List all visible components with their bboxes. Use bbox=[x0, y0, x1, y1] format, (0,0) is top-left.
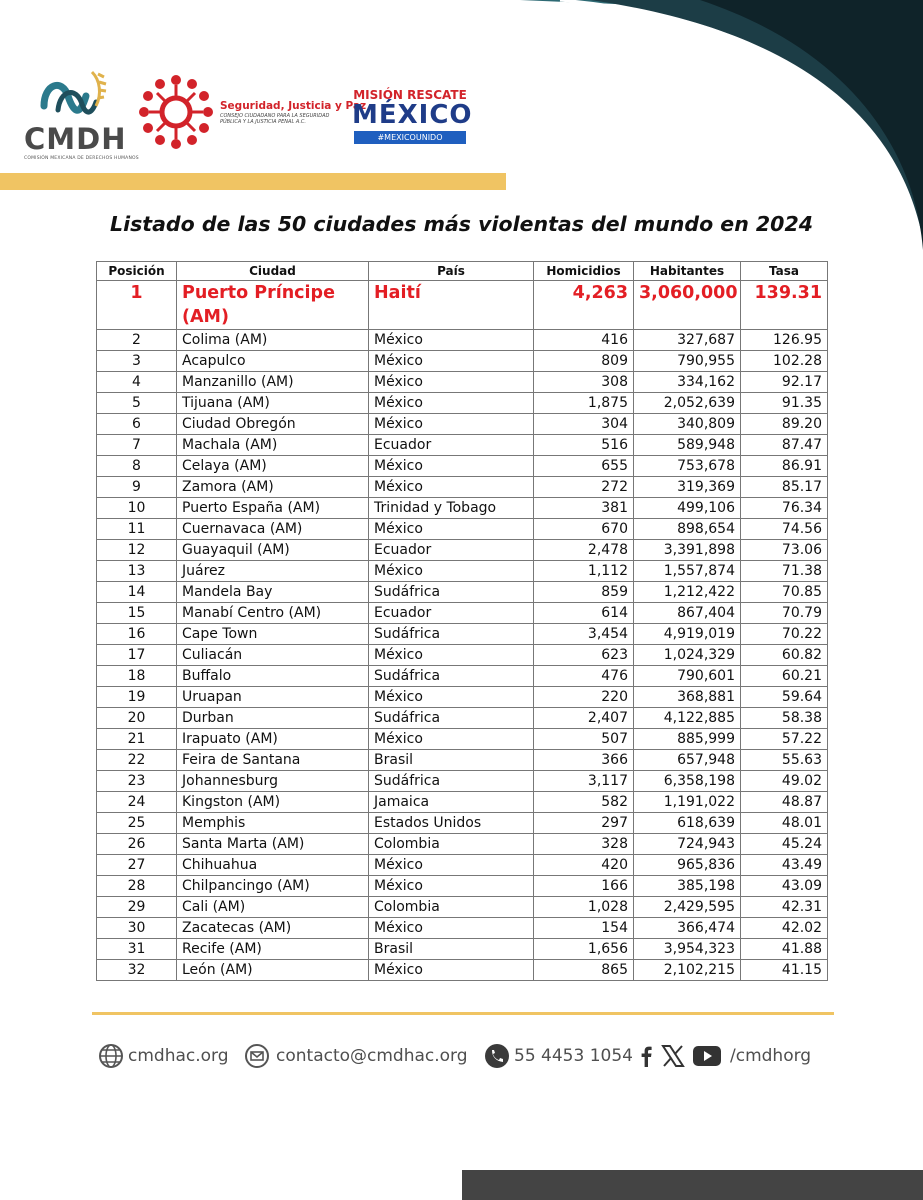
table-row bbox=[97, 561, 828, 582]
footer-gold-line bbox=[92, 1012, 834, 1015]
cell-rate: 70.85 bbox=[741, 582, 828, 603]
cell-population: 340,809 bbox=[634, 414, 741, 435]
cell-city: Cuernavaca (AM) bbox=[177, 519, 369, 540]
cell-population: 2,102,215 bbox=[634, 960, 741, 981]
cell-homicides: 297 bbox=[534, 813, 634, 834]
cell-homicides: 366 bbox=[534, 750, 634, 771]
cell-position: 13 bbox=[97, 561, 177, 582]
cell-country: México bbox=[369, 519, 534, 540]
cell-position: 12 bbox=[97, 540, 177, 561]
cell-city: Memphis bbox=[177, 813, 369, 834]
cell-country: México bbox=[369, 687, 534, 708]
sjp-logo-icon bbox=[136, 72, 216, 152]
cell-country: México bbox=[369, 645, 534, 666]
cell-city: Colima (AM) bbox=[177, 330, 369, 351]
cell-homicides: 1,656 bbox=[534, 939, 634, 960]
cell-homicides: 304 bbox=[534, 414, 634, 435]
website-text: cmdhac.org bbox=[128, 1046, 229, 1066]
cell-population: 589,948 bbox=[634, 435, 741, 456]
cell-homicides: 507 bbox=[534, 729, 634, 750]
cell-population: 6,358,198 bbox=[634, 771, 741, 792]
cell-position: 25 bbox=[97, 813, 177, 834]
cell-position: 28 bbox=[97, 876, 177, 897]
page-title: Listado de las 50 ciudades más violentas del mundo en 2024 bbox=[110, 212, 813, 236]
globe-icon bbox=[98, 1043, 124, 1069]
cell-city: Zacatecas (AM) bbox=[177, 918, 369, 939]
email-text: contacto@cmdhac.org bbox=[276, 1046, 468, 1066]
cmdh-subtitle: COMISIÓN MEXICANA DE DERECHOS HUMANOS bbox=[24, 156, 139, 161]
cell-position: 16 bbox=[97, 624, 177, 645]
cell-homicides: 1,028 bbox=[534, 897, 634, 918]
cell-position: 26 bbox=[97, 834, 177, 855]
cell-city: Cape Town bbox=[177, 624, 369, 645]
cell-city: Juárez bbox=[177, 561, 369, 582]
table-row bbox=[97, 498, 828, 519]
table-row bbox=[97, 939, 828, 960]
cell-population: 1,024,329 bbox=[634, 645, 741, 666]
footer-email[interactable] bbox=[244, 1041, 468, 1071]
cell-country: México bbox=[369, 918, 534, 939]
cell-country: Colombia bbox=[369, 834, 534, 855]
cell-population: 657,948 bbox=[634, 750, 741, 771]
header-position: Posición bbox=[97, 262, 177, 281]
table-row bbox=[97, 771, 828, 792]
footer-contacts bbox=[98, 1041, 838, 1071]
cell-country: México bbox=[369, 456, 534, 477]
cell-city: Puerto España (AM) bbox=[177, 498, 369, 519]
cell-position: 14 bbox=[97, 582, 177, 603]
cell-rate: 42.02 bbox=[741, 918, 828, 939]
cell-rate: 48.01 bbox=[741, 813, 828, 834]
table-row bbox=[97, 624, 828, 645]
cell-position: 15 bbox=[97, 603, 177, 624]
table-row bbox=[97, 666, 828, 687]
cell-city: Mandela Bay bbox=[177, 582, 369, 603]
cell-country: Sudáfrica bbox=[369, 771, 534, 792]
table-row bbox=[97, 393, 828, 414]
table-row bbox=[97, 960, 828, 981]
cell-city: Cali (AM) bbox=[177, 897, 369, 918]
cell-rate: 139.31 bbox=[741, 281, 828, 330]
table-header-row bbox=[97, 262, 828, 281]
cell-country: México bbox=[369, 477, 534, 498]
table-row bbox=[97, 750, 828, 771]
cell-city: Manzanillo (AM) bbox=[177, 372, 369, 393]
cell-rate: 102.28 bbox=[741, 351, 828, 372]
mision-rescate-logo bbox=[352, 88, 473, 146]
table-row bbox=[97, 813, 828, 834]
cell-city: Manabí Centro (AM) bbox=[177, 603, 369, 624]
cell-position: 24 bbox=[97, 792, 177, 813]
cell-homicides: 809 bbox=[534, 351, 634, 372]
cell-population: 385,198 bbox=[634, 876, 741, 897]
cell-country: México bbox=[369, 729, 534, 750]
cell-rate: 57.22 bbox=[741, 729, 828, 750]
cell-city: Feira de Santana bbox=[177, 750, 369, 771]
cell-position: 17 bbox=[97, 645, 177, 666]
cell-rate: 76.34 bbox=[741, 498, 828, 519]
cell-population: 499,106 bbox=[634, 498, 741, 519]
cell-position: 6 bbox=[97, 414, 177, 435]
cell-population: 1,212,422 bbox=[634, 582, 741, 603]
cell-homicides: 865 bbox=[534, 960, 634, 981]
table-row bbox=[97, 477, 828, 498]
cell-rate: 86.91 bbox=[741, 456, 828, 477]
cell-homicides: 582 bbox=[534, 792, 634, 813]
cell-homicides: 1,112 bbox=[534, 561, 634, 582]
cell-city: Durban bbox=[177, 708, 369, 729]
cell-rate: 48.87 bbox=[741, 792, 828, 813]
cell-position: 31 bbox=[97, 939, 177, 960]
cell-homicides: 2,478 bbox=[534, 540, 634, 561]
cell-position: 32 bbox=[97, 960, 177, 981]
footer-phone[interactable] bbox=[484, 1041, 633, 1071]
cell-homicides: 4,263 bbox=[534, 281, 634, 330]
cell-country: Sudáfrica bbox=[369, 666, 534, 687]
cell-rate: 45.24 bbox=[741, 834, 828, 855]
cell-country: Colombia bbox=[369, 897, 534, 918]
table-row bbox=[97, 876, 828, 897]
cell-position: 18 bbox=[97, 666, 177, 687]
header-population: Habitantes bbox=[634, 262, 741, 281]
email-icon bbox=[244, 1043, 270, 1069]
cell-city: Uruapan bbox=[177, 687, 369, 708]
cell-country: Brasil bbox=[369, 939, 534, 960]
cell-country: México bbox=[369, 330, 534, 351]
cell-rate: 58.38 bbox=[741, 708, 828, 729]
table-row bbox=[97, 603, 828, 624]
cell-country: México bbox=[369, 414, 534, 435]
table-row bbox=[97, 918, 828, 939]
cell-city: Guayaquil (AM) bbox=[177, 540, 369, 561]
social-handle-text: /cmdhorg bbox=[730, 1046, 812, 1066]
cell-population: 1,191,022 bbox=[634, 792, 741, 813]
cell-homicides: 2,407 bbox=[534, 708, 634, 729]
cell-homicides: 3,117 bbox=[534, 771, 634, 792]
cell-position: 8 bbox=[97, 456, 177, 477]
cell-city: Machala (AM) bbox=[177, 435, 369, 456]
header-gold-bar bbox=[0, 173, 506, 190]
cell-homicides: 272 bbox=[534, 477, 634, 498]
cell-position: 9 bbox=[97, 477, 177, 498]
cell-rate: 49.02 bbox=[741, 771, 828, 792]
footer-website[interactable] bbox=[98, 1041, 229, 1071]
cell-homicides: 154 bbox=[534, 918, 634, 939]
cell-position: 29 bbox=[97, 897, 177, 918]
table-row bbox=[97, 687, 828, 708]
cell-city: Culiacán bbox=[177, 645, 369, 666]
cell-rate: 60.82 bbox=[741, 645, 828, 666]
cell-city: Puerto Príncipe (AM) bbox=[177, 281, 369, 330]
table-row bbox=[97, 897, 828, 918]
header-country: País bbox=[369, 262, 534, 281]
footer-socials bbox=[638, 1041, 811, 1071]
cell-population: 885,999 bbox=[634, 729, 741, 750]
cell-rate: 74.56 bbox=[741, 519, 828, 540]
table-row bbox=[97, 792, 828, 813]
table-row bbox=[97, 540, 828, 561]
cell-homicides: 420 bbox=[534, 855, 634, 876]
cell-rate: 85.17 bbox=[741, 477, 828, 498]
cell-position: 1 bbox=[97, 281, 177, 330]
cell-country: México bbox=[369, 351, 534, 372]
cell-country: México bbox=[369, 876, 534, 897]
phone-text: 55 4453 1054 bbox=[514, 1046, 633, 1066]
cell-population: 790,601 bbox=[634, 666, 741, 687]
cell-country: Sudáfrica bbox=[369, 624, 534, 645]
cell-position: 3 bbox=[97, 351, 177, 372]
facebook-icon[interactable] bbox=[638, 1043, 656, 1069]
cell-homicides: 623 bbox=[534, 645, 634, 666]
cell-country: Ecuador bbox=[369, 435, 534, 456]
cell-population: 4,919,019 bbox=[634, 624, 741, 645]
cell-homicides: 381 bbox=[534, 498, 634, 519]
cell-rate: 41.15 bbox=[741, 960, 828, 981]
youtube-icon[interactable] bbox=[692, 1043, 722, 1069]
cell-rate: 91.35 bbox=[741, 393, 828, 414]
cell-rate: 87.47 bbox=[741, 435, 828, 456]
cell-population: 319,369 bbox=[634, 477, 741, 498]
cell-homicides: 328 bbox=[534, 834, 634, 855]
cell-country: México bbox=[369, 855, 534, 876]
table-row bbox=[97, 456, 828, 477]
cell-country: México bbox=[369, 960, 534, 981]
cell-city: Johannesburg bbox=[177, 771, 369, 792]
cell-homicides: 416 bbox=[534, 330, 634, 351]
table-row bbox=[97, 834, 828, 855]
cell-position: 21 bbox=[97, 729, 177, 750]
mision-top-text: MISIÓN RESCATE bbox=[353, 88, 467, 102]
cell-country: México bbox=[369, 372, 534, 393]
table-row bbox=[97, 372, 828, 393]
x-twitter-icon[interactable] bbox=[660, 1043, 686, 1069]
cell-rate: 70.22 bbox=[741, 624, 828, 645]
cell-position: 2 bbox=[97, 330, 177, 351]
table-row bbox=[97, 708, 828, 729]
cell-population: 3,954,323 bbox=[634, 939, 741, 960]
cell-position: 22 bbox=[97, 750, 177, 771]
table-row bbox=[97, 519, 828, 540]
cell-population: 2,429,595 bbox=[634, 897, 741, 918]
cell-country: Jamaica bbox=[369, 792, 534, 813]
cell-position: 23 bbox=[97, 771, 177, 792]
cell-city: Recife (AM) bbox=[177, 939, 369, 960]
cell-position: 4 bbox=[97, 372, 177, 393]
cell-city: Buffalo bbox=[177, 666, 369, 687]
cell-country: México bbox=[369, 561, 534, 582]
cell-rate: 92.17 bbox=[741, 372, 828, 393]
cell-city: Chihuahua bbox=[177, 855, 369, 876]
bottom-decoration-bar bbox=[462, 1170, 923, 1200]
cell-population: 334,162 bbox=[634, 372, 741, 393]
cell-country: Brasil bbox=[369, 750, 534, 771]
cell-population: 3,060,000 bbox=[634, 281, 741, 330]
cell-rate: 55.63 bbox=[741, 750, 828, 771]
cell-population: 4,122,885 bbox=[634, 708, 741, 729]
cell-rate: 71.38 bbox=[741, 561, 828, 582]
cell-country: Sudáfrica bbox=[369, 708, 534, 729]
cell-homicides: 308 bbox=[534, 372, 634, 393]
cities-table bbox=[96, 261, 828, 981]
cell-position: 20 bbox=[97, 708, 177, 729]
cell-country: Ecuador bbox=[369, 603, 534, 624]
cell-country: Estados Unidos bbox=[369, 813, 534, 834]
cell-homicides: 516 bbox=[534, 435, 634, 456]
cell-population: 366,474 bbox=[634, 918, 741, 939]
table-row bbox=[97, 414, 828, 435]
cmdh-name: CMDH bbox=[24, 122, 127, 156]
cell-country: Ecuador bbox=[369, 540, 534, 561]
cell-population: 898,654 bbox=[634, 519, 741, 540]
table-row bbox=[97, 351, 828, 372]
cell-homicides: 670 bbox=[534, 519, 634, 540]
cell-position: 10 bbox=[97, 498, 177, 519]
cell-position: 30 bbox=[97, 918, 177, 939]
table-body bbox=[97, 281, 828, 981]
cell-population: 965,836 bbox=[634, 855, 741, 876]
cell-country: Haití bbox=[369, 281, 534, 330]
cell-rate: 70.79 bbox=[741, 603, 828, 624]
cell-homicides: 655 bbox=[534, 456, 634, 477]
cell-country: Sudáfrica bbox=[369, 582, 534, 603]
cell-homicides: 3,454 bbox=[534, 624, 634, 645]
cell-position: 11 bbox=[97, 519, 177, 540]
mision-main-text: MÉXICO bbox=[352, 100, 473, 130]
cell-city: León (AM) bbox=[177, 960, 369, 981]
cell-country: México bbox=[369, 393, 534, 414]
cell-city: Kingston (AM) bbox=[177, 792, 369, 813]
cell-position: 27 bbox=[97, 855, 177, 876]
cell-city: Irapuato (AM) bbox=[177, 729, 369, 750]
cell-city: Tijuana (AM) bbox=[177, 393, 369, 414]
mision-hashtag: #MEXICOUNIDO bbox=[354, 131, 466, 144]
cell-rate: 89.20 bbox=[741, 414, 828, 435]
cell-rate: 42.31 bbox=[741, 897, 828, 918]
table-row bbox=[97, 645, 828, 666]
header-homicides: Homicidios bbox=[534, 262, 634, 281]
header-city: Ciudad bbox=[177, 262, 369, 281]
cell-population: 3,391,898 bbox=[634, 540, 741, 561]
cell-position: 19 bbox=[97, 687, 177, 708]
sjp-subtitle: CONSEJO CIUDADANO PARA LA SEGURIDAD PÚBLICA Y LA JUSTICIA PENAL A.C. bbox=[220, 113, 330, 125]
cell-population: 2,052,639 bbox=[634, 393, 741, 414]
cell-city: Chilpancingo (AM) bbox=[177, 876, 369, 897]
cell-rate: 60.21 bbox=[741, 666, 828, 687]
cell-rate: 41.88 bbox=[741, 939, 828, 960]
table-row bbox=[97, 582, 828, 603]
cell-population: 724,943 bbox=[634, 834, 741, 855]
table-row bbox=[97, 855, 828, 876]
cell-homicides: 476 bbox=[534, 666, 634, 687]
header-rate: Tasa bbox=[741, 262, 828, 281]
cell-population: 618,639 bbox=[634, 813, 741, 834]
cell-city: Celaya (AM) bbox=[177, 456, 369, 477]
table-row bbox=[97, 435, 828, 456]
cell-population: 368,881 bbox=[634, 687, 741, 708]
cell-position: 5 bbox=[97, 393, 177, 414]
table-row bbox=[97, 729, 828, 750]
cell-homicides: 220 bbox=[534, 687, 634, 708]
cell-rate: 126.95 bbox=[741, 330, 828, 351]
cell-population: 1,557,874 bbox=[634, 561, 741, 582]
phone-icon bbox=[484, 1043, 510, 1069]
cell-rate: 43.49 bbox=[741, 855, 828, 876]
cell-population: 327,687 bbox=[634, 330, 741, 351]
cell-homicides: 859 bbox=[534, 582, 634, 603]
cell-population: 867,404 bbox=[634, 603, 741, 624]
cell-population: 753,678 bbox=[634, 456, 741, 477]
table-row-top bbox=[97, 281, 828, 330]
cell-rate: 73.06 bbox=[741, 540, 828, 561]
cell-city: Zamora (AM) bbox=[177, 477, 369, 498]
table-row bbox=[97, 330, 828, 351]
cell-population: 790,955 bbox=[634, 351, 741, 372]
cell-rate: 59.64 bbox=[741, 687, 828, 708]
cell-homicides: 614 bbox=[534, 603, 634, 624]
cell-city: Acapulco bbox=[177, 351, 369, 372]
cell-rate: 43.09 bbox=[741, 876, 828, 897]
cell-homicides: 1,875 bbox=[534, 393, 634, 414]
cell-city: Santa Marta (AM) bbox=[177, 834, 369, 855]
cell-homicides: 166 bbox=[534, 876, 634, 897]
cell-country: Trinidad y Tobago bbox=[369, 498, 534, 519]
sjp-title: Seguridad, Justicia y Paz bbox=[220, 100, 367, 112]
cell-city: Ciudad Obregón bbox=[177, 414, 369, 435]
cell-position: 7 bbox=[97, 435, 177, 456]
